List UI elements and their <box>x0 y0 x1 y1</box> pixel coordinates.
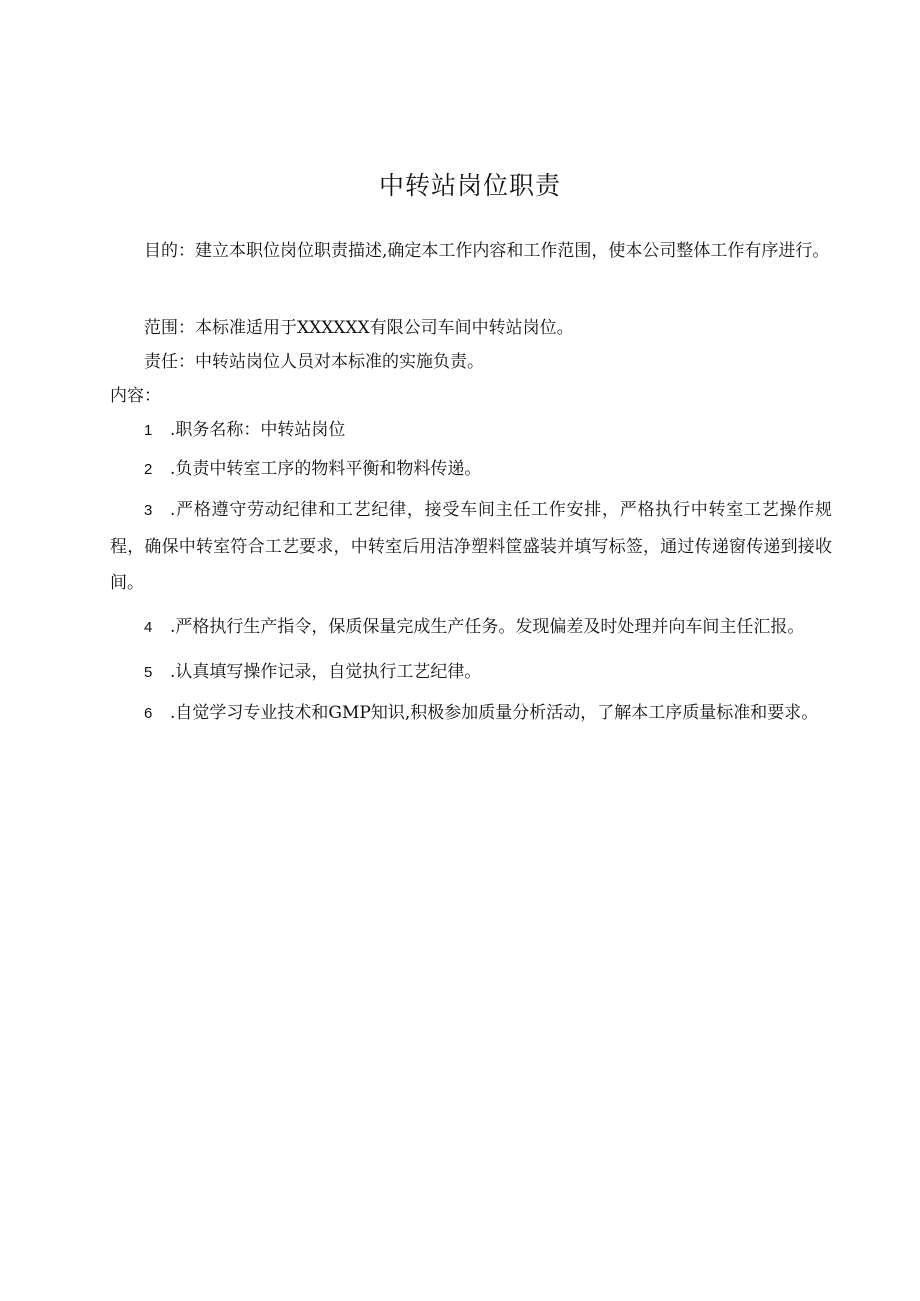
item-number: 6 <box>144 705 153 722</box>
duty-list <box>110 412 832 732</box>
item-number: 2 <box>144 461 153 478</box>
item-text: .负责中转室工序的物料平衡和物料传递。 <box>170 459 482 479</box>
item-number: 3 <box>144 502 153 519</box>
list-item <box>110 609 832 646</box>
item-text: .自觉学习专业技术和GMP知识,积极参加质量分析活动，了解本工序质量标准和要求。 <box>170 703 819 723</box>
content-label: 内容： <box>110 386 161 406</box>
list-item <box>110 451 832 488</box>
item-text: .严格遵守劳动纪律和工艺纪律，接受车间主任工作安排，严格执行中转室工艺操作规程，确保中转室符合工艺要求，中转室后用洁净塑料筐盛装并填写标签，通过传递窗传递到接收间。 <box>110 500 832 593</box>
scope-paragraph: 范围：本标准适用于XXXXXX有限公司车间中转站岗位。 <box>144 318 574 338</box>
list-item <box>110 654 832 691</box>
purpose-paragraph: 目的：建立本职位岗位职责描述,确定本工作内容和工作范围，使本公司整体工作有序进行。 <box>144 241 830 261</box>
list-item <box>110 492 832 601</box>
page-title: 中转站岗位职责 <box>378 171 561 200</box>
item-number: 4 <box>144 619 153 636</box>
item-number: 5 <box>144 664 153 681</box>
item-text: .认真填写操作记录，自觉执行工艺纪律。 <box>170 662 482 682</box>
list-item <box>110 695 832 732</box>
item-text: .严格执行生产指令，保质保量完成生产任务。发现偏差及时处理并向车间主任汇报。 <box>170 617 805 637</box>
item-text: .职务名称：中转站岗位 <box>170 420 346 440</box>
list-item <box>110 412 832 449</box>
responsibility-paragraph: 责任：中转站岗位人员对本标准的实施负责。 <box>144 352 484 372</box>
item-number: 1 <box>144 422 153 439</box>
